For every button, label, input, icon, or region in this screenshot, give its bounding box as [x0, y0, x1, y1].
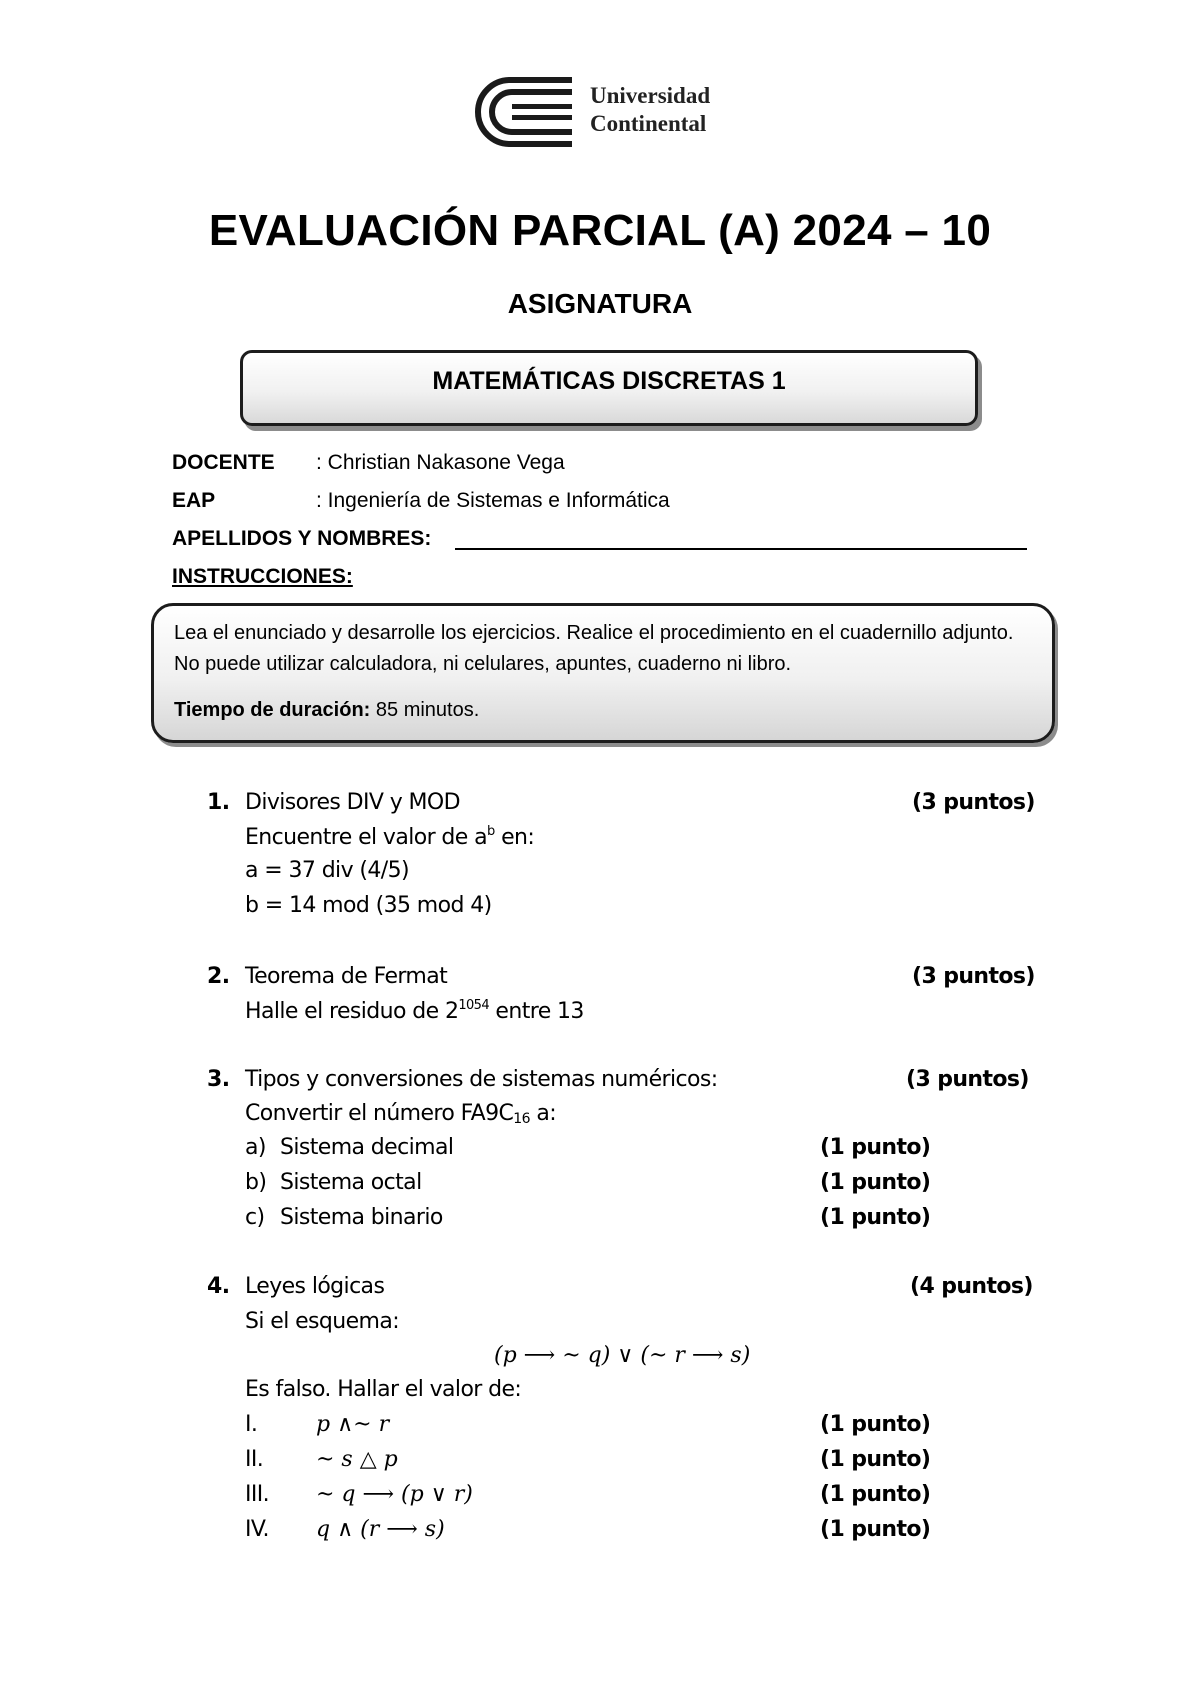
instructions-text: Lea el enunciado y desarrolle los ejercicios. Realice el procedimiento en el cuadernillo adjunto. No puede utilizar calculadora, ni celulares, apuntes, cuaderno ni libro. [174, 622, 1014, 675]
q2-line1-text: Halle el residuo de 2 [245, 999, 459, 1024]
exam-title: EVALUACIÓN PARCIAL (A) 2024 – 10 [208, 206, 992, 255]
q4-item-1-expr: p ∧~ r [316, 1412, 390, 1437]
docente-label: DOCENTE [172, 451, 275, 474]
q4-item-2-label: II. [245, 1447, 264, 1472]
q3-item-c-label: c) [245, 1205, 265, 1230]
names-blank-line [455, 548, 1027, 550]
q4-line2: Es falso. Hallar el valor de: [245, 1377, 522, 1402]
q4-points: (4 puntos) [910, 1274, 1033, 1299]
q4-item-2-expr: ~ s △ p [316, 1447, 398, 1472]
q4-number: 4. [207, 1274, 230, 1299]
q4-item-4-points: (1 punto) [820, 1517, 931, 1542]
q4-formula: (p ⟶ ~ q) ∨ (~ r ⟶ s) [494, 1343, 751, 1368]
q4-item-4-label: IV. [245, 1517, 269, 1542]
q1-line1-end: en: [494, 825, 535, 850]
q3-item-c-points: (1 punto) [820, 1205, 931, 1230]
university-name-line2: Continental [590, 111, 707, 136]
q2-number: 2. [207, 964, 230, 989]
university-name [590, 82, 710, 138]
q3-number: 3. [207, 1067, 230, 1092]
q3-base-subscript: 16 [513, 1111, 530, 1127]
instructions-label: INSTRUCCIONES: [172, 565, 353, 588]
q3-line1-end: a: [529, 1101, 557, 1126]
q3-item-b-points: (1 punto) [820, 1170, 931, 1195]
q4-item-2-points: (1 punto) [820, 1447, 931, 1472]
q2-points: (3 puntos) [912, 964, 1035, 989]
q3-item-b-text: Sistema octal [280, 1170, 422, 1195]
q1-line1-text: Encuentre el valor de a [245, 825, 488, 850]
q2-exponent: 1054 [458, 998, 490, 1013]
q4-title: Leyes lógicas [245, 1274, 385, 1299]
q4-line1: Si el esquema: [245, 1309, 400, 1334]
eap-label: EAP [172, 489, 216, 512]
q4-item-3-points: (1 punto) [820, 1482, 931, 1507]
eap-value: : Ingeniería de Sistemas e Informática [316, 489, 670, 512]
q4-item-3-expr: ~ q ⟶ (p ∨ r) [316, 1482, 473, 1507]
q3-item-a-points: (1 punto) [820, 1135, 931, 1160]
q2-line1 [245, 998, 584, 1024]
q3-item-b-label: b) [245, 1170, 267, 1195]
q4-item-4-expr: q ∧ (r ⟶ s) [316, 1517, 445, 1542]
q3-line1-text: Convertir el número FA9C [245, 1101, 514, 1126]
q4-item-3-label: III. [245, 1482, 270, 1507]
q3-line1 [245, 1101, 556, 1127]
course-name: MATEMÁTICAS DISCRETAS 1 [432, 367, 786, 395]
q4-item-1-label: I. [245, 1412, 258, 1437]
q1-number: 1. [207, 790, 230, 815]
q1-line2: a = 37 div (4/5) [245, 858, 409, 883]
q4-item-1-points: (1 punto) [820, 1412, 931, 1437]
duration-label: Tiempo de duración: [174, 699, 371, 721]
subject-heading: ASIGNATURA [507, 288, 693, 319]
duration-value: 85 minutos. [370, 699, 480, 721]
q2-line1-end: entre 13 [489, 999, 584, 1024]
q1-line3: b = 14 mod (35 mod 4) [245, 893, 492, 918]
q3-item-a-text: Sistema decimal [280, 1135, 454, 1160]
names-label: APELLIDOS Y NOMBRES: [172, 527, 432, 550]
q1-title: Divisores DIV y MOD [245, 790, 460, 815]
q1-exponent: b [487, 824, 495, 839]
q3-title: Tipos y conversiones de sistemas numéricos: [245, 1067, 718, 1092]
q1-line1 [245, 824, 534, 850]
q3-item-c-text: Sistema binario [280, 1205, 443, 1230]
duration [174, 699, 479, 722]
q2-title: Teorema de Fermat [245, 964, 448, 989]
q3-points: (3 puntos) [906, 1067, 1029, 1092]
docente-value: : Christian Nakasone Vega [316, 451, 565, 474]
q1-points: (3 puntos) [912, 790, 1035, 815]
university-name-line1: Universidad [590, 83, 711, 108]
q3-item-a-label: a) [245, 1135, 266, 1160]
